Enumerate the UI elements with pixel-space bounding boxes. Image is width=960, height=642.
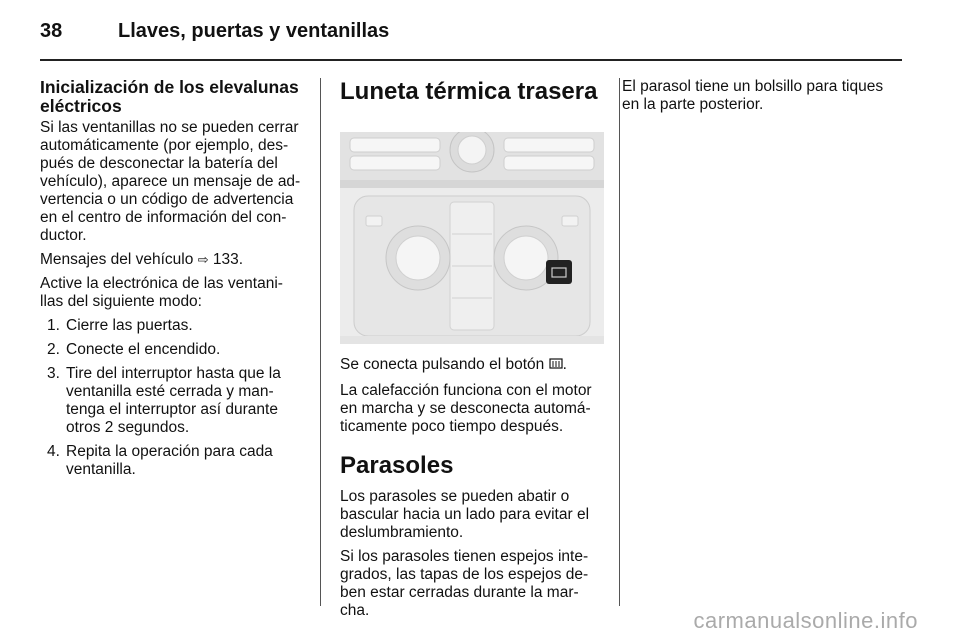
paragraph-button: Se conecta pulsando el botón . [340,356,605,376]
page-header [40,20,900,44]
reference-page: 133. [212,251,244,268]
column-left [40,78,306,485]
rear-defrost-text [340,356,605,620]
climate-control-panel-illustration [340,132,604,344]
page-reference-icon: ⇨ [197,252,209,267]
list-item: 1. Cierre las puertas. [47,317,193,334]
section-heading-sun-visors: Parasoles [340,452,454,479]
paragraph-ticket-pocket: El parasol tiene un bolsillo para tiques en la parte posterior. [622,78,884,113]
page-number: 38 [40,20,63,42]
paragraph-steps-intro: Active la electrónica de las ventani-llas del siguiente modo: [40,275,283,310]
column-middle [340,78,605,626]
header-rule [40,59,902,61]
paragraph-reference [40,251,306,269]
paragraph-visors: Los parasoles se pueden abatir o bascular hacia un lado para evitar el deslumbramiento. [340,488,590,541]
paragraph-intro: Si las ventanillas no se pueden cerrar automáticamente (por ejemplo, des-pués de desconectar la batería del vehículo), aparece un mensaje de ad-vertencia o un código de advertencia en el centro de información del con-ductor. [40,119,301,244]
reference-text: Mensajes del vehículo [40,251,194,268]
paragraph-mirrors: Si los parasoles tienen espejos inte-grados, las tapas de los espejos de-ben estar cerradas durante la mar-cha. [340,548,589,619]
list-item: 3. Tire del interruptor hasta que la ventanilla esté cerrada y man-tenga el interruptor así durante otros 2 segundos. [47,365,281,436]
paragraph-operation: La calefacción funciona con el motor en marcha y se desconecta automá-ticamente poco tiempo después. [340,382,592,435]
watermark: carmanualsonline.info [693,608,918,633]
steps-list [40,317,306,479]
list-item: 4. Repita la operación para cada ventanilla. [47,443,273,478]
column-divider [320,78,321,606]
section-heading-rear-defrost: Luneta térmica trasera [340,78,598,105]
section-heading-window-init: Inicialización de los elevalunas eléctricos [40,77,299,116]
column-divider [619,78,620,606]
chapter-title: Llaves, puertas y ventanillas [118,20,390,42]
list-item: 2. Conecte el encendido. [47,341,221,358]
column-right [622,78,904,120]
rear-window-defrost-icon [549,358,563,376]
